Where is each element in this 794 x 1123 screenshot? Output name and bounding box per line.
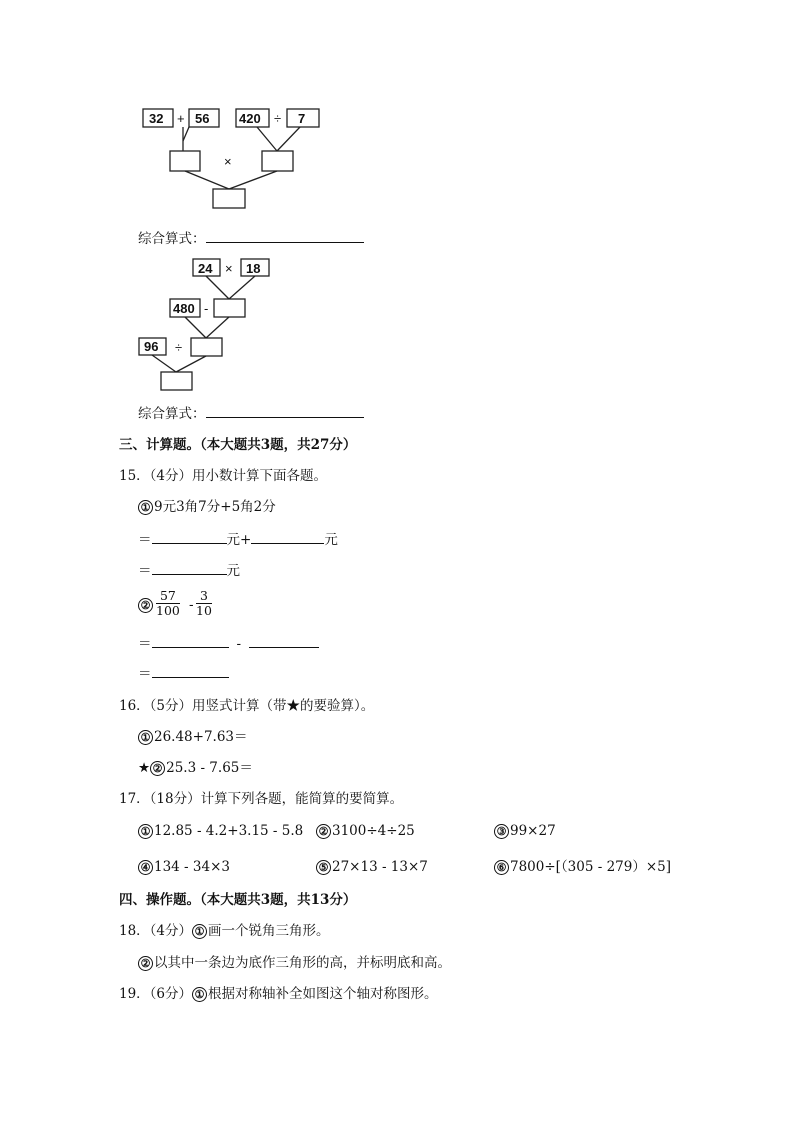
calculation-tree-diagram-2 — [0, 0, 794, 400]
formula-label-2: 综合算式： — [138, 405, 364, 422]
q15-part-2-label — [138, 597, 154, 613]
circled-number-1: ① — [138, 500, 153, 515]
section-heading-4: 四、操作题。（本大题共3题，共13分） — [119, 892, 357, 908]
circled-number-1: ① — [192, 924, 207, 939]
answer-blank[interactable] — [152, 635, 229, 648]
d1-number-a: 32 — [149, 111, 164, 126]
circled-number-2: ② — [138, 956, 153, 971]
q17-item-5: ⑤ 27×13 - 13×7 — [316, 859, 428, 875]
q16-item-1: ① 26.48+7.63＝ — [138, 729, 248, 745]
d2-number-d: 96 — [144, 339, 159, 354]
q15-line-4: ＝ — [138, 665, 229, 682]
answer-blank[interactable] — [249, 635, 319, 648]
d2-number-a: 24 — [198, 261, 213, 276]
q15-line-1: ＝ 元+ 元 — [138, 532, 338, 548]
circled-number-6: ⑥ — [494, 860, 509, 875]
minus-sign: - — [189, 597, 194, 613]
d1-operator-plus: + — [177, 111, 185, 126]
circled-number-1: ① — [138, 824, 153, 839]
answer-blank[interactable] — [152, 531, 227, 544]
answer-blank[interactable] — [152, 562, 227, 575]
d1-operator-times: × — [224, 154, 232, 169]
question-16-title: 16．（5分）用竖式计算（带★的要验算）。 — [119, 698, 375, 714]
q17-item-2: ② 3100÷4÷25 — [316, 823, 415, 839]
q17-item-3: ③ 99×27 — [494, 823, 556, 839]
question-17-title: 17．（18分）计算下列各题，能简算的要简算。 — [119, 791, 404, 807]
circled-number-1: ① — [192, 987, 207, 1002]
q17-item-6: ⑥ 7800÷[（305 - 279）×5] — [494, 859, 671, 875]
section-heading-3: 三、计算题。（本大题共3题，共27分） — [119, 437, 357, 453]
d2-number-b: 18 — [246, 261, 261, 276]
d2-operator-divide: ÷ — [175, 340, 183, 355]
d1-number-b: 56 — [195, 111, 210, 126]
question-15-title: 15．（4分）用小数计算下面各题。 — [119, 468, 328, 484]
q15-line-3: ＝ - — [138, 635, 319, 652]
star-icon: ★ — [138, 760, 151, 776]
fraction-57-100: $\frac{57}{100}$ — [156, 588, 180, 618]
q16-item-2: ★ ② 25.3 - 7.65＝ — [138, 760, 253, 776]
d2-operator-minus: - — [204, 301, 209, 316]
q18-line-2: ② 以其中一条边为底作三角形的高，并标明底和高。 — [138, 955, 451, 971]
fraction-3-10: $\frac{3}{10}$ — [196, 588, 212, 618]
answer-blank[interactable] — [251, 531, 324, 544]
d1-number-d: 7 — [298, 111, 306, 126]
circled-number-4: ④ — [138, 860, 153, 875]
circled-number-2: ② — [138, 598, 153, 613]
question-18-title: 18．（4分） ① 画一个锐角三角形。 — [119, 923, 330, 939]
q17-item-4: ④ 134 - 34×3 — [138, 859, 230, 875]
circled-number-2: ② — [150, 761, 165, 776]
circled-number-2: ② — [316, 824, 331, 839]
d2-operator-times: × — [225, 261, 233, 276]
circled-number-5: ⑤ — [316, 860, 331, 875]
circled-number-3: ③ — [494, 824, 509, 839]
d1-number-c: 420 — [239, 111, 261, 126]
circled-number-1: ① — [138, 730, 153, 745]
d1-operator-divide: ÷ — [274, 111, 282, 126]
formula-label-1: 综合算式： — [138, 230, 364, 247]
q17-item-1: ① 12.85 - 4.2+3.15 - 5.8 — [138, 823, 303, 839]
answer-blank[interactable] — [206, 405, 364, 418]
q15-line-2: ＝ 元 — [138, 563, 240, 579]
question-19-title: 19．（6分） ① 根据对称轴补全如图这个轴对称图形。 — [119, 986, 438, 1002]
q15-part-1: ① 9元3角7分+5角2分 — [138, 499, 276, 515]
answer-blank[interactable] — [152, 665, 229, 678]
d2-number-c: 480 — [173, 301, 195, 316]
